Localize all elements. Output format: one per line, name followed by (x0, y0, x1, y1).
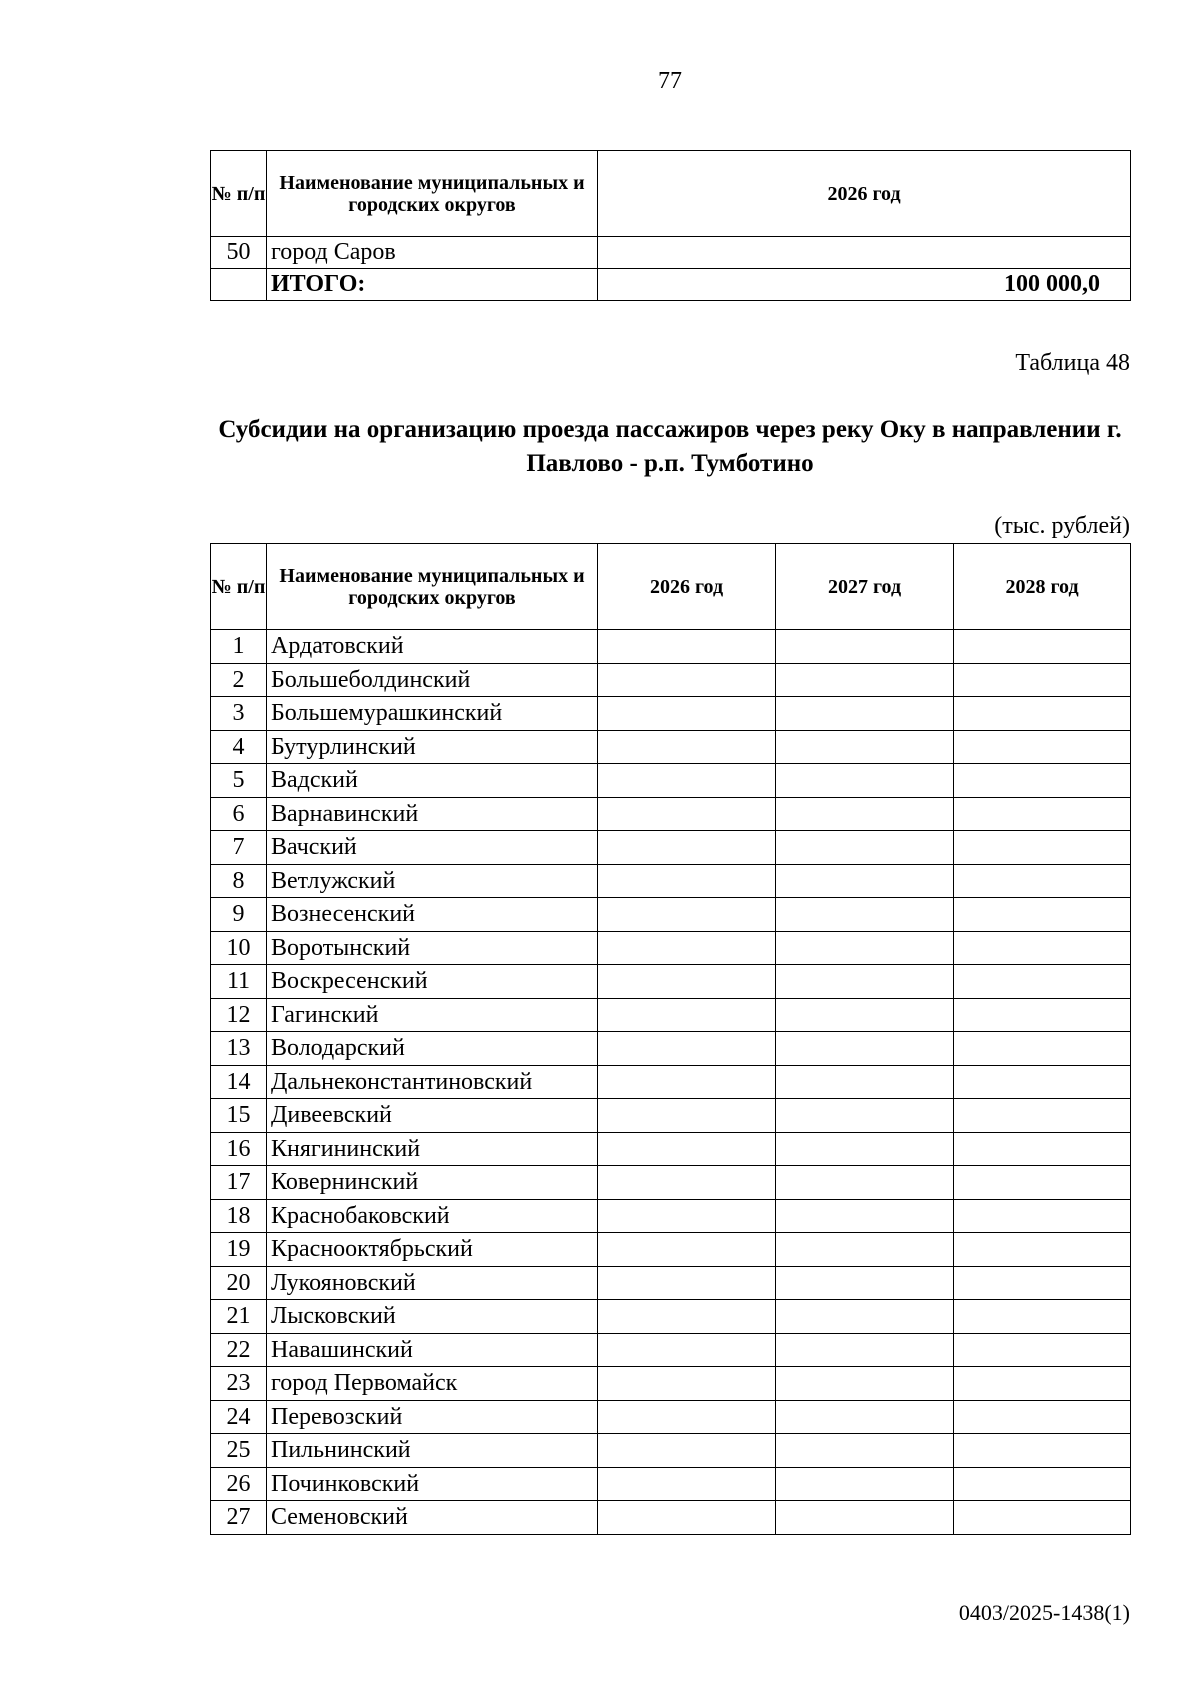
row-value-2027 (776, 931, 954, 965)
table-row (211, 1434, 1131, 1468)
table-row (211, 1032, 1131, 1066)
row-value-2027 (776, 1166, 954, 1200)
table-row (211, 965, 1131, 999)
table-row (211, 1467, 1131, 1501)
row-name: Краснобаковский (267, 1199, 598, 1233)
table-row (211, 998, 1131, 1032)
previous-table-continuation (210, 150, 1131, 301)
row-name: Володарский (267, 1032, 598, 1066)
row-value-2027 (776, 1199, 954, 1233)
row-value-2026 (598, 1434, 776, 1468)
row-value-2028 (954, 1367, 1131, 1401)
row-value-2026 (598, 1233, 776, 1267)
row-num: 8 (211, 864, 267, 898)
row-name: Ветлужский (267, 864, 598, 898)
header-name: Наименование муниципальных и городских округов (267, 544, 598, 630)
row-name: Починковский (267, 1467, 598, 1501)
table-row (211, 1266, 1131, 1300)
row-name: Воротынский (267, 931, 598, 965)
row-value-2026 (598, 1132, 776, 1166)
table-row (211, 730, 1131, 764)
row-value-2027 (776, 1333, 954, 1367)
table-header-row (211, 151, 1131, 237)
row-value-2028 (954, 797, 1131, 831)
row-name: Дивеевский (267, 1099, 598, 1133)
row-num: 26 (211, 1467, 267, 1501)
row-num: 10 (211, 931, 267, 965)
row-value-2028 (954, 730, 1131, 764)
row-value-2026 (598, 1266, 776, 1300)
table-row (211, 864, 1131, 898)
row-value-2028 (954, 1300, 1131, 1334)
row-name: Вачский (267, 831, 598, 865)
row-name: Княгининский (267, 1132, 598, 1166)
row-value-2026 (598, 630, 776, 664)
row-value-2027 (776, 1400, 954, 1434)
row-num: 7 (211, 831, 267, 865)
row-num: 3 (211, 697, 267, 731)
row-value-2028 (954, 1065, 1131, 1099)
row-value-2028 (954, 697, 1131, 731)
table-row (211, 1166, 1131, 1200)
row-name: Краснооктябрьский (267, 1233, 598, 1267)
row-value-2028 (954, 1467, 1131, 1501)
row-num: 24 (211, 1400, 267, 1434)
row-value-2026 (598, 1333, 776, 1367)
row-value-2026 (598, 697, 776, 731)
row-value-2026 (598, 1467, 776, 1501)
row-num: 4 (211, 730, 267, 764)
row-name: Вадский (267, 764, 598, 798)
row-value-2027 (776, 1501, 954, 1535)
table-row (211, 1400, 1131, 1434)
table-row (211, 630, 1131, 664)
row-value-2026 (598, 898, 776, 932)
row-value-2026 (598, 1300, 776, 1334)
row-value-2028 (954, 1266, 1131, 1300)
row-value-2026 (598, 1367, 776, 1401)
units-label: (тыс. рублей) (994, 513, 1130, 539)
row-value-2027 (776, 1300, 954, 1334)
table-row (211, 931, 1131, 965)
row-value-2027 (776, 797, 954, 831)
row-value-2028 (954, 1199, 1131, 1233)
row-num: 1 (211, 630, 267, 664)
row-value-2027 (776, 831, 954, 865)
row-value-2027 (776, 730, 954, 764)
row-value-2028 (954, 998, 1131, 1032)
row-value-2026 (598, 998, 776, 1032)
row-value-2026 (598, 237, 1131, 269)
row-num: 18 (211, 1199, 267, 1233)
header-2028: 2028 год (954, 544, 1131, 630)
row-name: город Первомайск (267, 1367, 598, 1401)
table-row (211, 663, 1131, 697)
header-num: № п/п (211, 151, 267, 237)
row-value-2026 (598, 931, 776, 965)
page-number: 77 (658, 68, 682, 94)
table-title: Субсидии на организацию проезда пассажиров через реку Оку в направлении г. Павлово - р.п. Тумботино (218, 416, 1122, 477)
row-value-2027 (776, 1032, 954, 1066)
table-row (211, 797, 1131, 831)
table-header-row (211, 544, 1131, 630)
header-2027: 2027 год (776, 544, 954, 630)
row-value-2028 (954, 630, 1131, 664)
row-value-2026 (598, 1065, 776, 1099)
row-value-2027 (776, 630, 954, 664)
table-row (211, 1199, 1131, 1233)
row-num: 20 (211, 1266, 267, 1300)
row-value-2026 (598, 1501, 776, 1535)
row-value-2027 (776, 1233, 954, 1267)
row-value-2027 (776, 898, 954, 932)
row-value-2028 (954, 1132, 1131, 1166)
row-value-2028 (954, 1501, 1131, 1535)
row-num: 19 (211, 1233, 267, 1267)
table-row (211, 831, 1131, 865)
row-value-2026 (598, 764, 776, 798)
header-2026: 2026 год (598, 151, 1131, 237)
table-row (211, 1132, 1131, 1166)
row-value-2027 (776, 864, 954, 898)
row-name: Большеболдинский (267, 663, 598, 697)
row-num: 5 (211, 764, 267, 798)
table-row (211, 1300, 1131, 1334)
subsidy-table (210, 543, 1131, 1535)
row-value-2027 (776, 1099, 954, 1133)
row-num: 12 (211, 998, 267, 1032)
row-value-2028 (954, 1400, 1131, 1434)
table-row (211, 1367, 1131, 1401)
row-num: 11 (211, 965, 267, 999)
row-value-2028 (954, 764, 1131, 798)
row-num: 2 (211, 663, 267, 697)
row-value-2028 (954, 663, 1131, 697)
row-value-2026 (598, 797, 776, 831)
row-name: Дальнеконстантиновский (267, 1065, 598, 1099)
row-value-2028 (954, 1434, 1131, 1468)
row-num: 6 (211, 797, 267, 831)
row-num: 9 (211, 898, 267, 932)
row-value-2026 (598, 965, 776, 999)
row-value-2027 (776, 663, 954, 697)
table-row (211, 1501, 1131, 1535)
row-num: 15 (211, 1099, 267, 1133)
row-value-2026 (598, 1199, 776, 1233)
row-value-2027 (776, 1266, 954, 1300)
table-row (211, 1099, 1131, 1133)
row-name: Вознесенский (267, 898, 598, 932)
table-row (211, 764, 1131, 798)
header-2026: 2026 год (598, 544, 776, 630)
row-value-2028 (954, 931, 1131, 965)
row-name: Бутурлинский (267, 730, 598, 764)
header-num: № п/п (211, 544, 267, 630)
row-value-2028 (954, 1099, 1131, 1133)
table-row (211, 237, 1131, 269)
row-name: Ковернинский (267, 1166, 598, 1200)
row-value-2027 (776, 697, 954, 731)
row-value-2028 (954, 1166, 1131, 1200)
row-value-2027 (776, 764, 954, 798)
total-row (211, 269, 1131, 301)
table-row (211, 697, 1131, 731)
row-num: 22 (211, 1333, 267, 1367)
table-row (211, 898, 1131, 932)
row-value-2028 (954, 1233, 1131, 1267)
row-value-2027 (776, 1434, 954, 1468)
row-name: Лукояновский (267, 1266, 598, 1300)
header-name: Наименование муниципальных и городских округов (267, 151, 598, 237)
row-value-2026 (598, 730, 776, 764)
row-value-2026 (598, 1166, 776, 1200)
row-name: Лысковский (267, 1300, 598, 1334)
row-name: город Саров (267, 237, 598, 269)
row-name: Большемурашкинский (267, 697, 598, 731)
row-value-2027 (776, 1065, 954, 1099)
row-num: 25 (211, 1434, 267, 1468)
row-name: Семеновский (267, 1501, 598, 1535)
row-value-2027 (776, 965, 954, 999)
row-name: Ардатовский (267, 630, 598, 664)
row-num: 27 (211, 1501, 267, 1535)
row-value-2026 (598, 1400, 776, 1434)
row-name: Гагинский (267, 998, 598, 1032)
row-value-2026 (598, 1032, 776, 1066)
row-value-2027 (776, 1367, 954, 1401)
row-value-2028 (954, 1032, 1131, 1066)
row-name: Воскресенский (267, 965, 598, 999)
table-number-label: Таблица 48 (1015, 350, 1130, 376)
total-value: 100 000,0 (598, 269, 1131, 301)
row-value-2026 (598, 864, 776, 898)
row-num: 50 (211, 237, 267, 269)
table-row (211, 1065, 1131, 1099)
row-value-2028 (954, 965, 1131, 999)
row-value-2028 (954, 864, 1131, 898)
row-num: 17 (211, 1166, 267, 1200)
row-name: Перевозский (267, 1400, 598, 1434)
row-num: 13 (211, 1032, 267, 1066)
row-num: 14 (211, 1065, 267, 1099)
total-num-cell (211, 269, 267, 301)
row-name: Пильнинский (267, 1434, 598, 1468)
row-value-2026 (598, 1099, 776, 1133)
document-code: 0403/2025-1438(1) (958, 1600, 1130, 1625)
row-num: 23 (211, 1367, 267, 1401)
row-value-2027 (776, 1467, 954, 1501)
row-value-2026 (598, 831, 776, 865)
row-value-2028 (954, 898, 1131, 932)
row-num: 16 (211, 1132, 267, 1166)
row-value-2028 (954, 831, 1131, 865)
table-row (211, 1233, 1131, 1267)
row-name: Навашинский (267, 1333, 598, 1367)
table-row (211, 1333, 1131, 1367)
row-value-2027 (776, 1132, 954, 1166)
row-num: 21 (211, 1300, 267, 1334)
row-value-2027 (776, 998, 954, 1032)
row-value-2026 (598, 663, 776, 697)
row-value-2028 (954, 1333, 1131, 1367)
total-label: ИТОГО: (267, 269, 598, 301)
row-name: Варнавинский (267, 797, 598, 831)
